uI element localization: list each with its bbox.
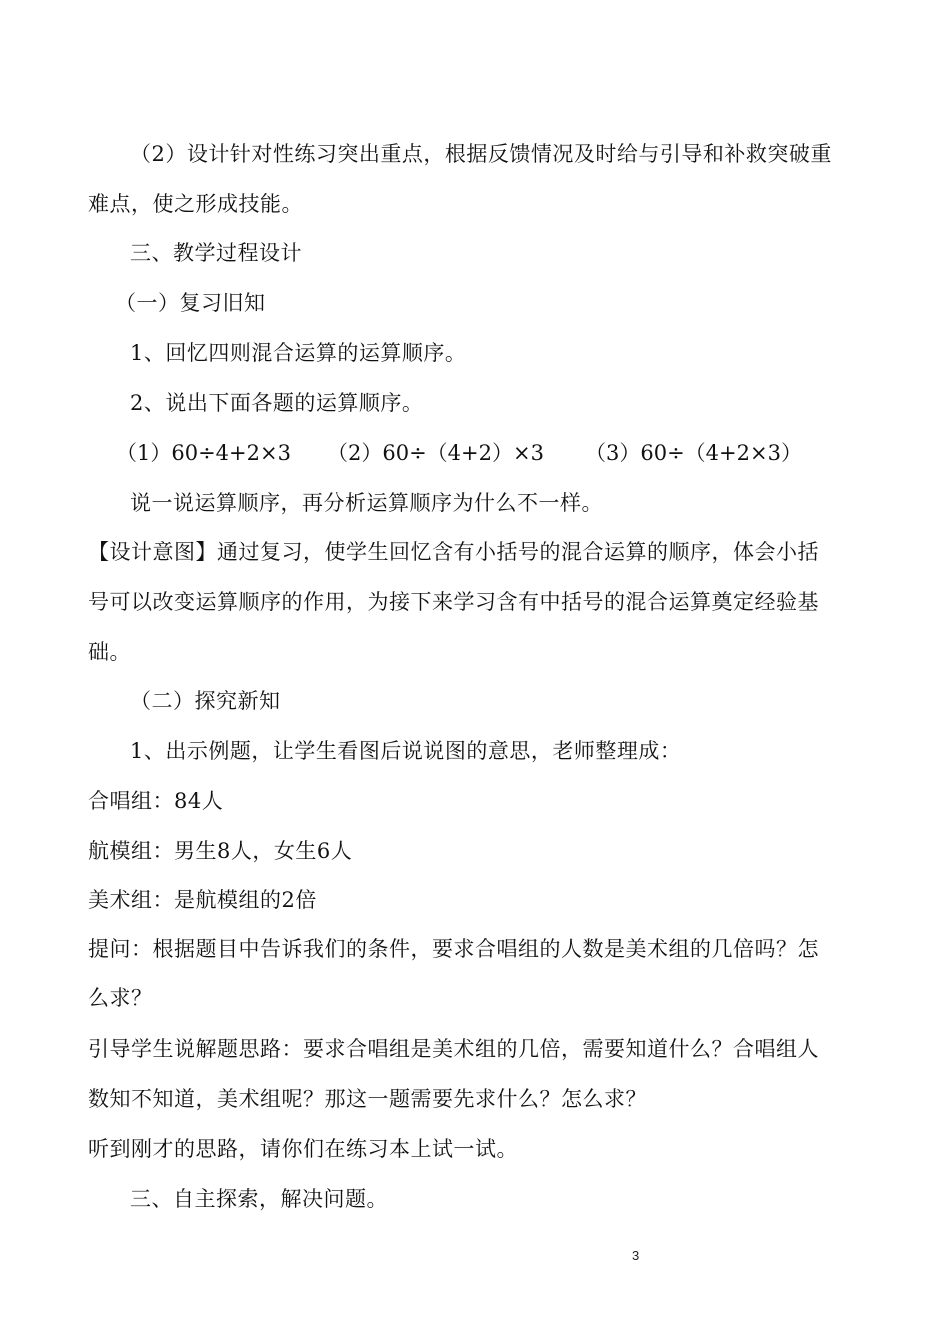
text-line: 提问：根据题目中告诉我们的条件，要求合唱组的人数是美术组的几倍吗？怎 xyxy=(88,937,819,961)
text-line: （2）设计针对性练习突出重点，根据反馈情况及时给与引导和补救突破重 xyxy=(130,142,832,166)
design-intent: 【设计意图】通过复习，使学生回忆含有小括号的混合运算的顺序，体会小括 xyxy=(88,540,819,564)
text-line: 听到刚才的思路，请你们在练习本上试一试。 xyxy=(88,1137,518,1161)
text-line: 航模组：男生8人，女生6人 xyxy=(88,839,353,863)
formula-1: （1）60÷4+2×3 xyxy=(116,441,291,465)
formula-3: （3）60÷（4+2×3） xyxy=(585,441,802,465)
text-line: 合唱组：84人 xyxy=(88,789,224,813)
subsection-heading: （一）复习旧知 xyxy=(115,291,266,315)
text-line: 难点，使之形成技能。 xyxy=(88,192,303,216)
text-line: 号可以改变运算顺序的作用，为接下来学习含有中括号的混合运算奠定经验基 xyxy=(88,590,819,614)
text-line: 2、说出下面各题的运算顺序。 xyxy=(130,391,424,415)
text-line: 1、回忆四则混合运算的运算顺序。 xyxy=(130,341,467,365)
subsection-heading: （二）探究新知 xyxy=(130,689,281,713)
formula-2: （2）60÷（4+2）×3 xyxy=(327,441,544,465)
text-line: 美术组：是航模组的2倍 xyxy=(88,888,317,912)
text-line: 么求？ xyxy=(88,986,153,1010)
section-heading: 三、教学过程设计 xyxy=(130,241,302,265)
section-heading: 三、自主探索，解决问题。 xyxy=(130,1187,388,1211)
text-line: 础。 xyxy=(88,640,131,664)
page-number: 3 xyxy=(632,1248,640,1263)
text-line: 数知不知道，美术组呢？那这一题需要先求什么？怎么求？ xyxy=(88,1087,647,1111)
text-line: 1、出示例题，让学生看图后说说图的意思，老师整理成： xyxy=(130,739,682,763)
text-line: 说一说运算顺序，再分析运算顺序为什么不一样。 xyxy=(130,491,603,515)
text-line: 引导学生说解题思路：要求合唱组是美术组的几倍，需要知道什么？合唱组人 xyxy=(88,1037,819,1061)
